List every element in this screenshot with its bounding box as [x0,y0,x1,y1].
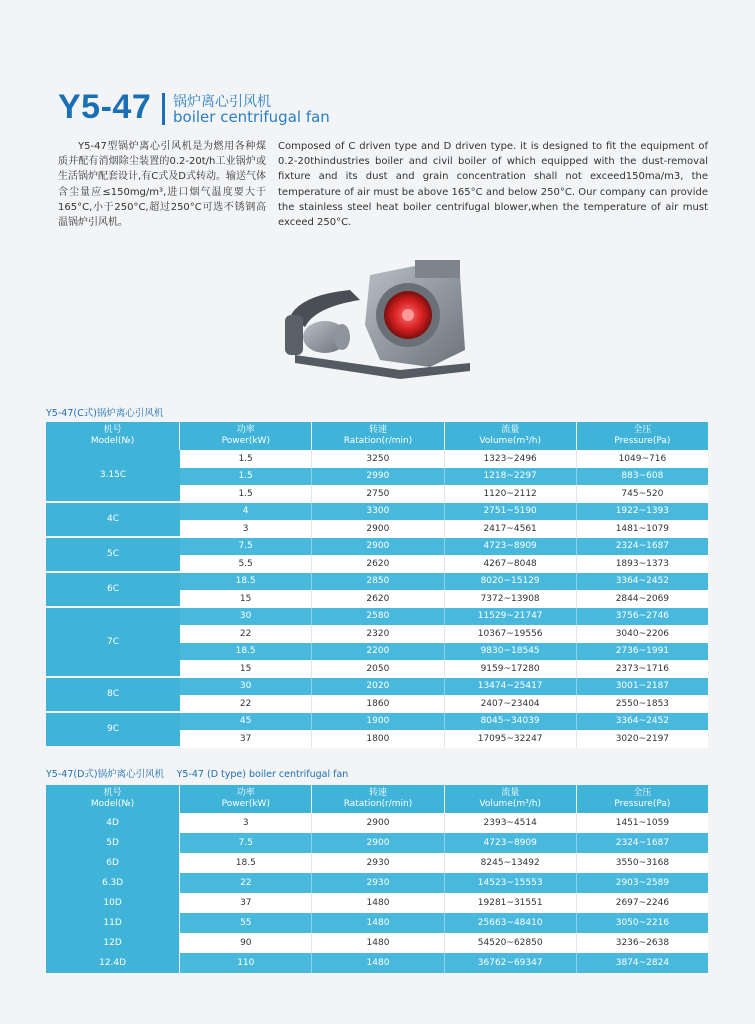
model-cell: 4C [46,503,180,538]
table-row [180,573,708,591]
speed-cell: 2850 [312,573,444,591]
table-d-header [46,785,708,813]
table-row [180,555,708,573]
pressure-cell: 3020~2197 [615,733,670,744]
power-cell: 55 [180,913,312,933]
speed-cell: 2750 [312,485,444,503]
table-row [180,730,708,748]
table-c-title: Y5-47(C式)锅炉离心引风机 [46,408,164,419]
volume-cell: 2407~23404 [445,695,577,713]
product-model: Y5-47 [58,88,152,126]
pressure-cell: 2903~2589 [577,873,708,893]
model-cell: 6C [46,573,180,608]
description-chinese: Y5-47型锅炉离心引风机是为燃用各种煤质并配有消烟除尘装置的0.2-20t/h工业锅炉或生活锅炉配套设计,有C式及D式转动。输送气体含尘量应≤150mg/m³,进口烟气温度要大于165°C,小于250°C,超过250°C可选不锈钢高温锅炉引风机。 [58,141,266,229]
volume-cell: 2751~5190 [445,503,577,521]
power-cell: 22 [180,625,312,643]
description-english: Composed of C driven type and D driven type. it is designed to fit the equipment of 0.2-20thindustries boiler and civil boiler of which equipped with the dust-removal fixture and its dust and grain concentration shall not exceed150ma/m3, the temperature of air must be above 165°C and below 250°C. Our company can provide the stainless steel heat boiler centrifugal blower,when the temperature of air must exceed 250°C. [278,141,708,229]
model-cell: 11D [46,913,180,933]
power-cell: 37 [180,730,312,748]
speed-cell: 2990 [312,468,444,486]
model-cell: 6D [46,853,180,873]
power-cell: 1.5 [180,468,312,486]
pressure-cell: 745~520 [621,488,664,499]
power-cell: 22 [180,873,312,893]
table-row [46,913,708,933]
volume-cell: 8045~34039 [445,713,577,731]
pressure-cell: 2736~1991 [615,646,670,657]
speed-cell: 2620 [312,590,444,608]
speed-cell: 2900 [312,833,444,853]
power-cell: 90 [180,933,312,953]
volume-cell: 4723~8909 [445,833,577,853]
speed-cell: 2900 [312,538,444,556]
pressure-cell: 3364~2452 [615,716,670,727]
speed-cell: 2930 [312,853,444,873]
table-row [46,953,708,973]
table-row [180,608,708,626]
speed-cell: 2020 [312,678,444,696]
pressure-cell: 3364~2452 [615,576,670,587]
pressure-cell: 2844~2069 [615,593,670,604]
table-row [180,678,708,696]
table-c-body [46,450,708,748]
power-cell: 15 [180,660,312,678]
volume-cell: 2417~4561 [445,520,577,538]
volume-cell: 54520~62850 [445,933,577,953]
power-cell: 45 [180,713,312,731]
pressure-cell: 1893~1373 [615,558,670,569]
header-speed: 转速 Ratation(r/min) [312,422,444,450]
table-row [46,933,708,953]
table-row [180,590,708,608]
table-d-title: Y5-47(D式)锅炉离心引风机 Y5-47 (D type) boiler centrifugal fan [46,769,349,780]
pressure-cell: 3756~2746 [615,611,670,622]
speed-cell: 1800 [312,730,444,748]
header-volume: 流量 Volume(m³/h) [445,422,577,450]
header-power: 功率 Power(kW) [180,422,312,450]
table-row [180,713,708,731]
pressure-cell: 2373~1716 [615,663,670,674]
speed-cell: 2620 [312,555,444,573]
pressure-cell: 1451~1059 [577,813,708,833]
table-row [180,643,708,661]
model-group [46,450,708,503]
volume-cell: 25663~48410 [445,913,577,933]
power-cell: 30 [180,678,312,696]
speed-cell: 2200 [312,643,444,661]
volume-cell: 36762~69347 [445,953,577,973]
volume-cell: 8020~15129 [445,573,577,591]
pressure-cell: 883~608 [621,471,664,482]
table-row [180,503,708,521]
pressure-cell: 3040~2206 [615,628,670,639]
volume-cell: 9159~17280 [445,660,577,678]
pressure-cell: 3874~2824 [577,953,708,973]
header-volume: 流量 Volume(m³/h) [445,785,577,813]
table-row [180,520,708,538]
model-cell: 12.4D [46,953,180,973]
power-cell: 18.5 [180,573,312,591]
speed-cell: 1480 [312,953,444,973]
speed-cell: 2050 [312,660,444,678]
speed-cell: 2930 [312,873,444,893]
power-cell: 18.5 [180,853,312,873]
power-cell: 110 [180,953,312,973]
volume-cell: 1120~2112 [445,485,577,503]
volume-cell: 9830~18545 [445,643,577,661]
table-row [46,873,708,893]
table-row [180,468,708,486]
model-cell: 5C [46,538,180,573]
power-cell: 37 [180,893,312,913]
header-model: 机号 Model(№) [46,785,180,813]
table-row [180,538,708,556]
volume-cell: 19281~31551 [445,893,577,913]
power-cell: 7.5 [180,833,312,853]
table-row [180,485,708,503]
speed-cell: 2900 [312,813,444,833]
power-cell: 5.5 [180,555,312,573]
speed-cell: 2320 [312,625,444,643]
table-row [180,450,708,468]
pressure-cell: 1922~1393 [615,506,670,517]
power-cell: 3 [180,520,312,538]
pressure-cell: 1049~716 [618,453,667,464]
header-speed: 转速 Ratation(r/min) [312,785,444,813]
speed-cell: 1480 [312,913,444,933]
speed-cell: 2900 [312,520,444,538]
table-c-header [46,422,708,450]
volume-cell: 17095~32247 [445,730,577,748]
volume-cell: 2393~4514 [445,813,577,833]
table-row [180,625,708,643]
table-row [180,660,708,678]
volume-cell: 4267~8048 [445,555,577,573]
pressure-cell: 3050~2216 [577,913,708,933]
volume-cell: 8245~13492 [445,853,577,873]
table-row [46,833,708,853]
table-row [46,853,708,873]
speed-cell: 3300 [312,503,444,521]
volume-cell: 1323~2496 [445,450,577,468]
power-cell: 18.5 [180,643,312,661]
volume-cell: 4723~8909 [445,538,577,556]
speed-cell: 1480 [312,933,444,953]
pressure-cell: 3550~3168 [577,853,708,873]
volume-cell: 14523~15553 [445,873,577,893]
speed-cell: 1900 [312,713,444,731]
model-group [46,503,708,538]
header-pressure: 全压 Pressure(Pa) [614,425,671,446]
table-row [180,695,708,713]
model-cell: 7C [46,608,180,678]
model-cell: 10D [46,893,180,913]
volume-cell: 13474~25417 [445,678,577,696]
power-cell: 4 [180,503,312,521]
pressure-cell: 2324~1687 [577,833,708,853]
table-row [46,893,708,913]
speed-cell: 2580 [312,608,444,626]
header-pressure: 全压 Pressure(Pa) [614,788,671,809]
title-english: boiler centrifugal fan [173,108,330,126]
title-chinese: 锅炉离心引风机 [173,94,271,110]
pressure-cell: 1481~1079 [615,523,670,534]
model-group [46,573,708,608]
speed-cell: 1860 [312,695,444,713]
volume-cell: 1218~2297 [445,468,577,486]
title-divider [162,93,165,125]
table-c [46,422,708,748]
model-cell: 6.3D [46,873,180,893]
model-cell: 12D [46,933,180,953]
header-model: 机号 Model(№) [46,422,180,450]
model-group [46,678,708,713]
model-cell: 8C [46,678,180,713]
table-d-body [46,813,708,973]
volume-cell: 11529~21747 [445,608,577,626]
power-cell: 3 [180,813,312,833]
header-power: 功率 Power(kW) [180,785,312,813]
power-cell: 15 [180,590,312,608]
model-group [46,713,708,748]
speed-cell: 3250 [312,450,444,468]
speed-cell: 1480 [312,893,444,913]
centrifugal-fan-image [280,255,480,395]
model-cell: 9C [46,713,180,748]
model-group [46,538,708,573]
model-cell: 5D [46,833,180,853]
table-d [46,785,708,973]
pressure-cell: 2697~2246 [577,893,708,913]
power-cell: 1.5 [180,485,312,503]
pressure-cell: 3236~2638 [577,933,708,953]
power-cell: 22 [180,695,312,713]
pressure-cell: 2324~1687 [615,541,670,552]
volume-cell: 7372~13908 [445,590,577,608]
model-cell: 4D [46,813,180,833]
power-cell: 1.5 [180,450,312,468]
pressure-cell: 2550~1853 [615,698,670,709]
model-cell: 3.15C [46,450,180,503]
volume-cell: 10367~19556 [445,625,577,643]
model-group [46,608,708,678]
power-cell: 30 [180,608,312,626]
pressure-cell: 3001~2187 [615,681,670,692]
power-cell: 7.5 [180,538,312,556]
table-row [46,813,708,833]
